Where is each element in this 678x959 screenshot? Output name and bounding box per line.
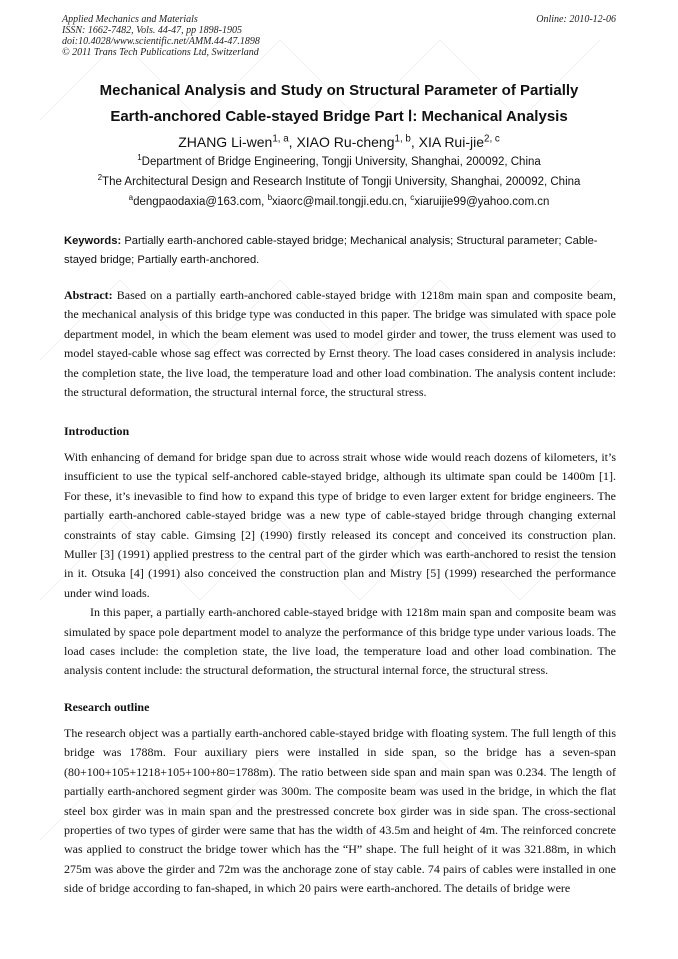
journal-doi: doi:10.4028/www.scientific.net/AMM.44-47.1898: [62, 36, 260, 47]
affiliation-2: [60, 173, 618, 188]
author-affil-sup: 1, a: [272, 133, 289, 145]
journal-copyright: © 2011 Trans Tech Publications Ltd, Switzerland: [62, 47, 259, 58]
research-outline-paragraph: The research object was a partially earth-anchored cable-stayed bridge with floating system. The full length of this bridge was 1788m. Four auxiliary piers were installed in side span, so the bridge has a seven-span (80+100+105+1218+105+100+80=1788m). The ratio between side span and main span was 0.234. The length of partially earth-anchored segment girder was 300m. The composite beam was used in the bridge, in which the flat steel box girder was in main span and the prestressed concrete box girder was in side span. The cross-sectional properties of two types of girder were same that has the width of 43.5m and height of 4m. The reinforced concrete was applied to construct the bridge tower which has the “H” shape. The full height of it was 321.88m, in which 275m was above the girder and 72m was the anchorage zone of stay cable. 74 pairs of cables were installed in one side of bridge according to fan-shaped, in which 20 pairs were earth-anchored. The details of bridge were: [64, 726, 616, 896]
introduction-heading: Introduction: [64, 424, 130, 438]
affiliation-text: The Architectural Design and Research Institute of Tongji University, Shanghai, 200092, China: [102, 176, 581, 188]
title-line-2: Earth-anchored Cable-stayed Bridge Part Ⅰ: Mechanical Analysis: [110, 108, 568, 125]
author-name: XIAO Ru-cheng: [296, 134, 395, 150]
author-name: ZHANG Li-wen: [178, 134, 273, 150]
abstract-text: Based on a partially earth-anchored cable-stayed bridge with 1218m main span and composite beam, the mechanical analysis of this bridge type was conducted in this paper. The bridge was simulated with space pole department model, in which the beam element was used to model girder and tower, the truss element was used to model stayed-cable whose sag effect was corrected by Ernst theory. The load cases considered in analysis include: the completion state, the live load, the temperature load and other load combination. The analysis content include: the structural deformation, the structural internal force, the structural stress.: [64, 288, 617, 400]
online-date: Online: 2010-12-06: [536, 14, 616, 25]
email-list: [60, 193, 618, 208]
journal-name: Applied Mechanics and Materials: [62, 14, 198, 25]
introduction-paragraph-2: In this paper, a partially earth-anchored cable-stayed bridge with 1218m main span and composite beam was simulated by space pole department model to analyze the performance of this bridge type under various loads. The load cases include: the completion state, the live load, the temperature load and other load combination. The analysis content include: the structural deformation, the structural internal force, the structural stress.: [64, 605, 616, 678]
introduction-paragraph-1: With enhancing of demand for bridge span due to across strait whose wide would reach dozens of kilometers, it’s insufficient to use the typical self-anchored cable-stayed bridge, although its ultimate span could be 1400m [1]. For these, it’s inevasible to find how to expand this type of bridge to even larger extent for bridge engineers. The partially earth-anchored cable-stayed bridge was a new type of cable-stayed bridge through changing external constraints of stay cable. Gimsing [2] (1990) firstly released its concept and conceived its construction plan. Muller [3] (1991) applied prestress to the central part of the girder which was earth-anchored to resist the tension in it. Otsuka [4] (1991) also conceived the construction plan and Mistry [5] (1999) researched the performance under wind loads.: [64, 450, 616, 600]
affiliation-1: [60, 153, 618, 168]
affiliation-sup: 1: [137, 153, 142, 163]
keywords-label: Keywords:: [64, 235, 122, 247]
title-line-1: Mechanical Analysis and Study on Structural Parameter of Partially: [99, 82, 579, 99]
author-affil-sup: 2, c: [484, 133, 500, 145]
email-link[interactable]: xiaruijie99@yahoo.com.cn: [414, 196, 550, 208]
abstract-label: Abstract:: [64, 288, 113, 302]
author-name: XIA Rui-jie: [418, 134, 484, 150]
email-sup: c: [410, 193, 415, 203]
journal-header: [62, 14, 260, 58]
paper-title: [60, 78, 618, 130]
affiliation-sup: 2: [97, 173, 103, 183]
email-sup: a: [128, 193, 134, 203]
abstract-block: [64, 286, 616, 402]
introduction-body: [64, 448, 616, 681]
email-sup: b: [267, 193, 273, 203]
keywords-text: Partially earth-anchored cable-stayed bridge; Mechanical analysis; Structural parameter; Cable-stayed bridge; Partially earth-anchored.: [64, 235, 598, 266]
journal-issn: ISSN: 1662-7482, Vols. 44-47, pp 1898-1905: [62, 25, 242, 36]
research-outline-heading: Research outline: [64, 700, 150, 714]
author-affil-sup: 1, b: [394, 133, 411, 145]
email-link[interactable]: xiaorc@mail.tongji.edu.cn,: [272, 196, 408, 208]
author-list: ZHANG Li-wen$^{1, a}$, XIAO Ru-cheng$^{1, b}$, XIA Rui-jie$^{2, c}$: [178, 133, 500, 150]
email-link[interactable]: dengpaodaxia@163.com,: [133, 196, 265, 208]
keywords-block: [64, 232, 616, 270]
affiliation-text: Department of Bridge Engineering, Tongji University, Shanghai, 200092, China: [141, 156, 541, 168]
